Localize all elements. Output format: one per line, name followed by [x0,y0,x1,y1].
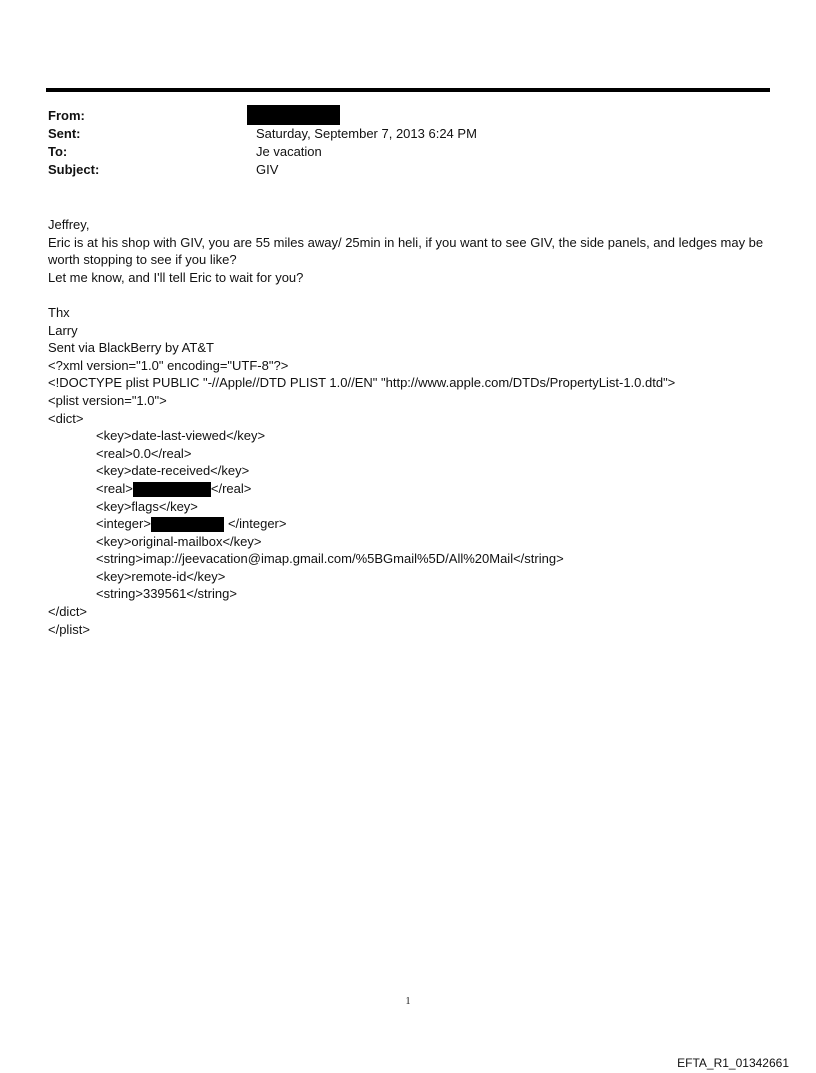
real-open-tag: <real> [96,480,133,496]
plist-doctype: <!DOCTYPE plist PUBLIC "-//Apple//DTD PLIST 1.0//EN" "http://www.apple.com/DTDs/PropertyList-1.0.dtd"> [48,375,676,391]
key-original-mailbox: <key>original-mailbox</key> [96,533,262,549]
email-body [48,216,778,638]
signature-device: Sent via BlackBerry by AT&T [48,340,214,356]
dict-close: </dict> [48,604,88,620]
real-close-tag: </real> [210,480,252,496]
spacer [48,286,778,304]
integer-close-tag: </integer> [227,516,287,532]
plist-close: </plist> [48,621,90,637]
string-original-mailbox: <string>imap://jeevacation@imap.gmail.com/%5BGmail%5D/All%20Mail</string> [96,551,564,567]
sent-label: Sent: [48,126,81,141]
real-date-received-row [48,480,778,498]
key-remote-id: <key>remote-id</key> [96,568,226,584]
signature-name: Larry [48,322,78,338]
key-date-last-viewed: <key>date-last-viewed</key> [96,428,266,444]
dict-open: <dict> [48,410,84,426]
from-redaction [247,105,340,125]
key-flags: <key>flags</key> [96,498,198,514]
subject-row [48,161,768,179]
page-number: 1 [405,996,411,1007]
subject-value: GIV [256,162,279,177]
plist-open: <plist version="1.0"> [48,392,167,408]
email-header [48,107,768,179]
message-paragraph-2: Let me know, and I'll tell Eric to wait for you? [48,269,304,285]
to-label: To: [48,144,68,159]
to-value: Je vacation [256,144,322,159]
string-remote-id: <string>339561</string> [96,586,237,602]
integer-open-tag: <integer> [96,516,151,532]
sent-value: Saturday, September 7, 2013 6:24 PM [256,126,477,141]
flags-redaction [151,517,224,532]
header-rule [46,88,770,92]
date-received-redaction [133,482,211,497]
subject-label: Subject: [48,162,100,177]
sent-row [48,125,768,143]
thanks: Thx [48,304,70,320]
message-paragraph-1: Eric is at his shop with GIV, you are 55 miles away/ 25min in heli, if you want to see GIV, the side panels, and ledges may be worth stopping to see if you like? [48,234,764,268]
plist-xml-declaration: <?xml version="1.0" encoding="UTF-8"?> [48,357,289,373]
from-label: From: [48,108,85,123]
document-id: EFTA_R1_01342661 [677,1056,789,1070]
greeting: Jeffrey, [48,217,90,232]
key-date-received: <key>date-received</key> [96,463,250,479]
integer-flags-row [48,515,778,533]
to-row [48,143,768,161]
from-row [48,107,768,125]
real-date-last-viewed: <real>0.0</real> [96,445,192,461]
